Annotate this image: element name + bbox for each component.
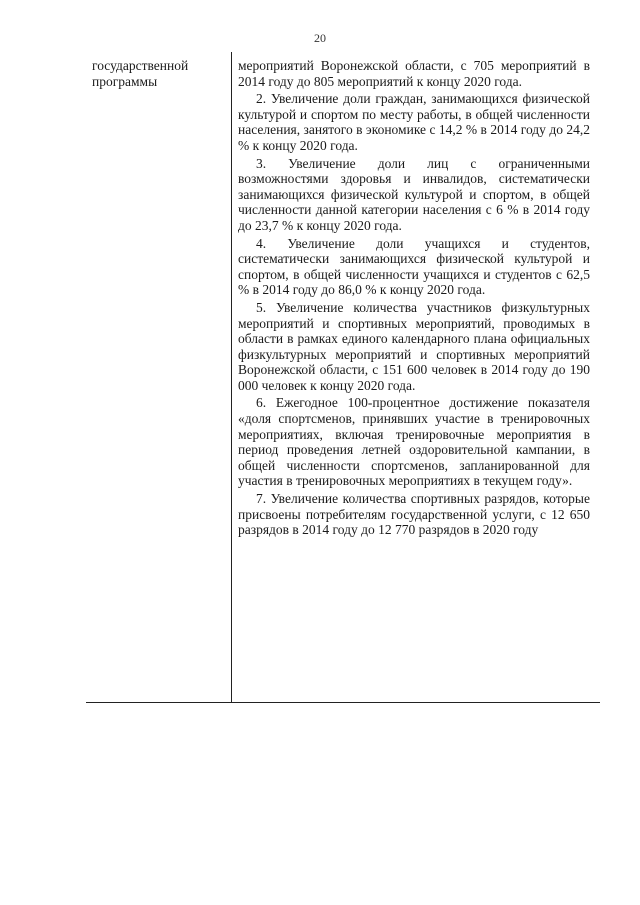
indicators-table [86, 52, 600, 703]
indicator-paragraph-7: 7. Увеличение количества спортивных разрядов, которые присвоены потребителям государственной услуги, с 12 650 разрядов в 2014 году до 12 770 разрядов в 2020 году [238, 491, 590, 538]
indicators-cell [238, 58, 590, 540]
section-label-cell: государственной программы [92, 58, 189, 89]
indicator-paragraph-3: 3. Увеличение доли лиц с ограниченными возможностями здоровья и инвалидов, систематически занимающихся физической культурой и спортом, в общей численности данной категории населения с 6 % в 2014 году до 23,7 % к концу 2020 года. [238, 155, 590, 233]
indicator-paragraph-6: 6. Ежегодное 100-процентное достижение показателя «доля спортсменов, принявших участие в тренировочных мероприятиях, включая тренировочные мероприятия в период проведения летней оздоровительной кампании, в общей численности спортсменов, запланированной для участия в тренировочных мероприятиях в текущем году». [238, 395, 590, 489]
column-divider [231, 52, 232, 702]
indicator-paragraph-2: 2. Увеличение доли граждан, занимающихся физической культурой и спортом по месту работы, в общей численности населения, занятого в экономике с 14,2 % в 2014 году до 24,2 % к концу 2020 года. [238, 91, 590, 153]
indicator-paragraph-continuation: мероприятий Воронежской области, с 705 мероприятий в 2014 году до 805 мероприятий к концу 2020 года. [238, 58, 590, 89]
indicator-paragraph-4: 4. Увеличение доли учащихся и студентов, систематически занимающихся физической культурой и спортом, в общей численности учащихся и студентов с 62,5 % в 2014 году до 86,0 % к концу 2020 года. [238, 235, 590, 298]
page-number: 20 [314, 31, 326, 45]
indicator-paragraph-5: 5. Увеличение количества участников физкультурных мероприятий и спортивных мероприятий, проводимых в области в рамках единого календарного плана официальных физкультурных мероприятий и спортивных мероприятий Воронежской области, с 151 600 человек в 2014 году до 190 000 человек к концу 2020 года. [238, 299, 590, 393]
